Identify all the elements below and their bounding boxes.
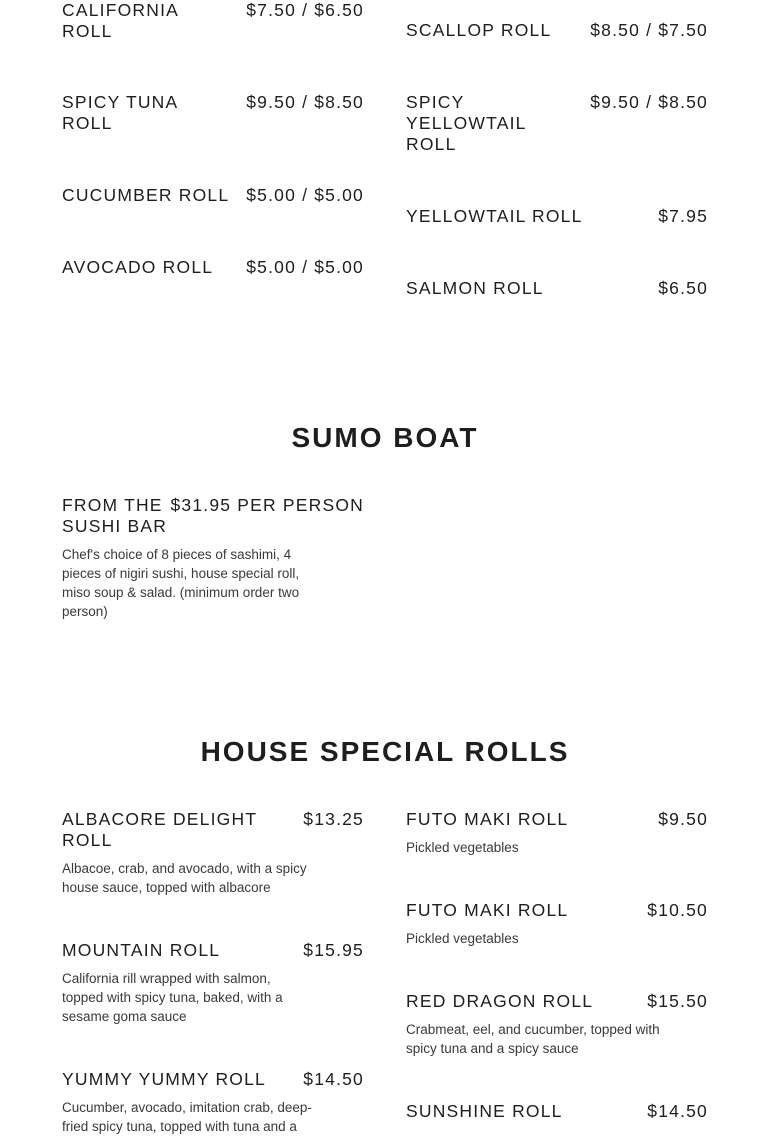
item-price: $31.95 PER PERSON — [170, 495, 364, 515]
menu-item — [406, 20, 708, 41]
menu-item — [62, 185, 364, 206]
item-name: SCALLOP ROLL — [406, 20, 552, 40]
item-price: $7.50 / $6.50 — [246, 0, 364, 20]
item-name: SALMON ROLL — [406, 278, 544, 298]
item-description: Albacoe, crab, and avocado, with a spicy house sauce, topped with albacore — [62, 861, 307, 895]
item-price: $13.25 — [303, 809, 364, 829]
item-description: Crabmeat, eel, and cucumber, topped with spicy tuna and a spicy sauce — [406, 1022, 660, 1056]
item-name: MOUNTAIN ROLL — [62, 940, 221, 960]
item-name: CUCUMBER ROLL — [62, 185, 230, 205]
item-name: SPICY YELLOWTAIL ROLL — [406, 92, 526, 154]
item-price: $15.50 — [647, 991, 708, 1011]
item-price: $7.95 — [658, 206, 708, 226]
item-price: $5.00 / $5.00 — [246, 257, 364, 277]
item-price: $6.50 — [658, 278, 708, 298]
item-name: RED DRAGON ROLL — [406, 991, 594, 1011]
menu-item — [406, 991, 708, 1058]
menu-item — [406, 900, 708, 948]
menu-item — [62, 1069, 364, 1136]
item-name: FUTO MAKI ROLL — [406, 900, 569, 920]
menu-item — [406, 278, 708, 299]
item-price: $9.50 / $8.50 — [246, 92, 364, 112]
item-name: SPICY TUNA ROLL — [62, 92, 178, 133]
item-name: FROM THE SUSHI BAR — [62, 495, 168, 536]
menu-item — [406, 1101, 708, 1122]
item-description: Pickled vegetables — [406, 840, 519, 855]
menu-item — [406, 206, 708, 227]
item-name: SUNSHINE ROLL — [406, 1101, 563, 1121]
item-name: AVOCADO ROLL — [62, 257, 214, 277]
item-name: YUMMY YUMMY ROLL — [62, 1069, 266, 1089]
item-price: $8.50 / $7.50 — [590, 20, 708, 40]
item-description: California rill wrapped with salmon, topped with spicy tuna, baked, with a sesame goma sauce — [62, 971, 283, 1024]
menu-item — [62, 495, 364, 621]
menu-item — [62, 940, 364, 1026]
menu-item — [62, 809, 364, 897]
item-price: $9.50 / $8.50 — [590, 92, 708, 112]
item-price: $10.50 — [647, 900, 708, 920]
menu-item — [62, 92, 364, 134]
item-description: Chef's choice of 8 pieces of sashimi, 4 pieces of nigiri sushi, house special roll, miso soup & salad. (minimum order two person) — [62, 547, 300, 619]
menu-item — [406, 809, 708, 857]
item-price: $5.00 / $5.00 — [246, 185, 364, 205]
item-name: FUTO MAKI ROLL — [406, 809, 569, 829]
item-price: $15.95 — [303, 940, 364, 960]
section-title-sumo-boat: SUMO BOAT — [291, 422, 479, 453]
menu-item — [62, 257, 364, 278]
item-name: CALIFORNIA ROLL — [62, 0, 179, 41]
item-description: Cucumber, avocado, imitation crab, deep-fried spicy tuna, topped with tuna and a — [62, 1100, 312, 1134]
item-name: ALBACORE DELIGHT ROLL — [62, 809, 257, 850]
item-description: Pickled vegetables — [406, 931, 519, 946]
menu-item — [406, 92, 708, 155]
item-price: $14.50 — [647, 1101, 708, 1121]
item-price: $14.50 — [303, 1069, 364, 1089]
item-price: $9.50 — [658, 809, 708, 829]
section-title-house-special-rolls: HOUSE SPECIAL ROLLS — [200, 736, 570, 767]
item-name: YELLOWTAIL ROLL — [406, 206, 583, 226]
menu-item — [62, 0, 364, 42]
